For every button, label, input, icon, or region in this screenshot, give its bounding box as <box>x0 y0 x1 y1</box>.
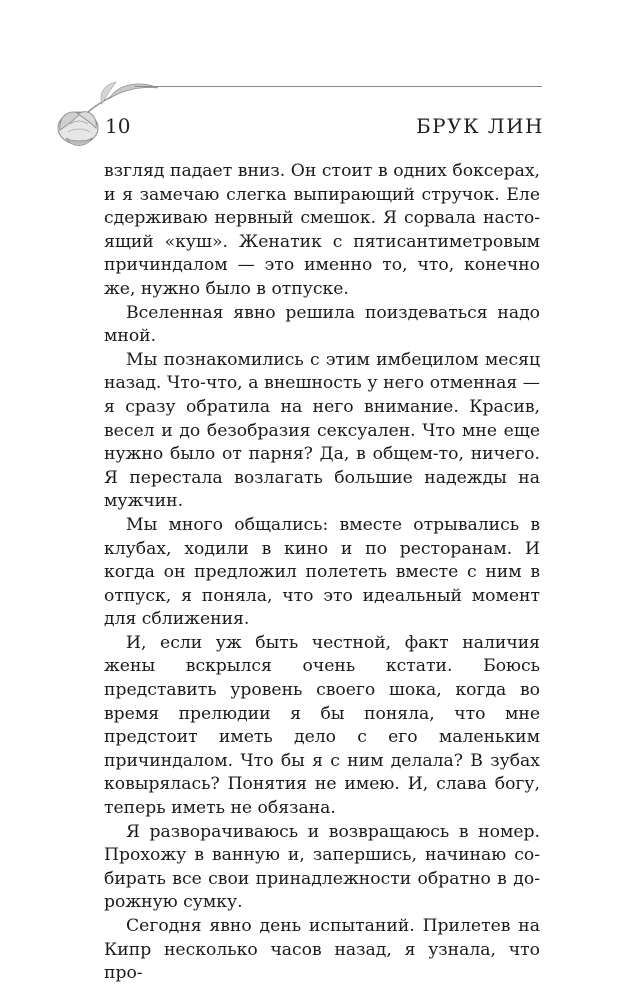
paragraph: Мы много общались: вместе отрывались в клубах, ходили в кино и по ресторанам. И когда он предложил полететь вместе с ним в отпуск, я поняла, что это идеальный момент для сближения. <box>104 514 540 630</box>
body-text <box>104 160 540 986</box>
paragraph: И, если уж быть честной, факт наличия жены вскрылся очень кстати. Боюсь представить уровень своего шока, когда во время прелюдии я бы поняла, что мне предстоит иметь дело с его маленьким причиндалом. Что бы я с ним делала? В зубах ковырялась? Понятия не имею. И, слава богу, теперь иметь не обязана. <box>104 632 540 819</box>
paragraph: Вселенная явно решила поиздеваться надо мной. <box>104 302 540 347</box>
running-head-author: БРУК ЛИН <box>415 114 544 138</box>
paragraph: Сегодня явно день испытаний. Прилетев на Кипр несколько часов назад, я узнала, что про- <box>104 916 540 984</box>
paragraph: взгляд падает вниз. Он стоит в одних боксерах, и я замечаю слегка выпирающий стручок. Еле сдерживаю нервный смешок. Я сорвала настоящий «куш». Женатик с пятисантиметровым причиндалом — это именно то, что, конечно же, нужно было в отпуске. <box>104 161 540 299</box>
paragraph: Я разворачиваюсь и возвращаюсь в номер. Прохожу в ванную и, запершись, начинаю собирать все свои принадлежности обратно в дорожную сумку. <box>104 821 540 913</box>
page-header <box>0 0 625 160</box>
page-number: 10 <box>105 114 131 138</box>
header-rule <box>135 86 542 87</box>
paragraph: Мы познакомились с этим имбецилом месяц назад. Что-что, а внешность у него отменная — я сразу обратила на него внимание. Красив, весел и до безобразия сексуален. Что мне еще нужно было от парня? Да, в общем-то, ничего. Я перестала возлагать большие надежды на мужчин. <box>104 349 540 512</box>
